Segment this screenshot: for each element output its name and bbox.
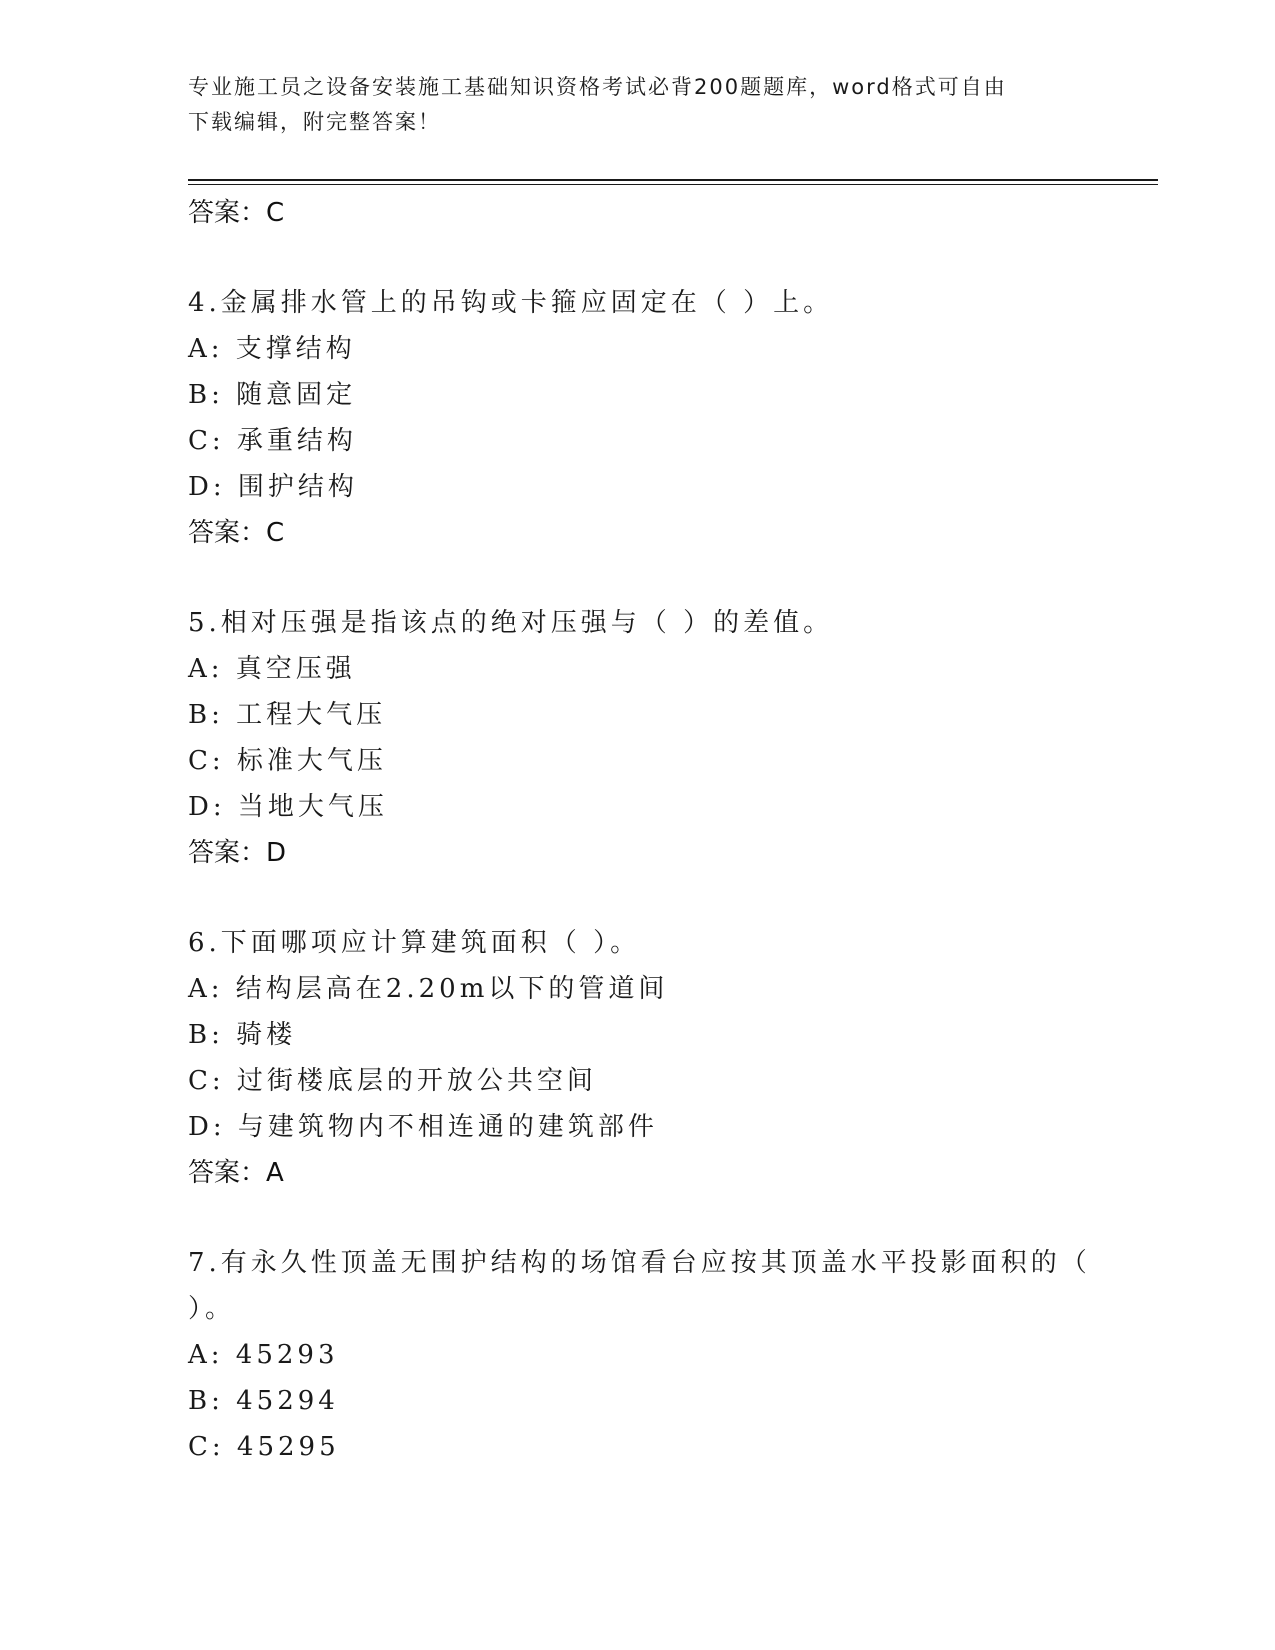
option-d: D: 与建筑物内不相连通的建筑部件 xyxy=(188,1112,658,1142)
option-d: D: 当地大气压 xyxy=(188,792,388,822)
question-block xyxy=(188,920,1088,1196)
option-c: C: 标准大气压 xyxy=(188,746,387,776)
option-c: C: 承重结构 xyxy=(188,426,357,456)
header-line-2: 下载编辑，附完整答案！ xyxy=(188,110,441,134)
question-block xyxy=(188,1240,1091,1470)
question-stem-line-2: ）。 xyxy=(188,1294,236,1324)
question-block xyxy=(188,280,1088,556)
question-block xyxy=(188,600,1088,876)
answer-line: 答案：D xyxy=(188,838,287,868)
option-c: C: 过街楼底层的开放公共空间 xyxy=(188,1066,597,1096)
option-a: A: 结构层高在2.20m以下的管道间 xyxy=(188,974,669,1004)
question-stem-line-1: 7.有永久性顶盖无围护结构的场馆看台应按其顶盖水平投影面积的（ xyxy=(188,1248,1091,1278)
option-c: C: 45295 xyxy=(188,1432,340,1462)
option-b: B: 45294 xyxy=(188,1386,339,1416)
header-rule-thick xyxy=(188,179,1158,181)
header-rule-thin xyxy=(188,184,1158,185)
option-a: A: 真空压强 xyxy=(188,654,356,684)
answer-line: 答案：C xyxy=(188,198,285,228)
question-list xyxy=(188,190,1091,1470)
option-a: A: 45293 xyxy=(188,1340,339,1370)
question-stem: 4.金属排水管上的吊钩或卡箍应固定在（ ）上。 xyxy=(188,288,834,318)
option-b: B: 随意固定 xyxy=(188,380,357,410)
option-b: B: 工程大气压 xyxy=(188,700,387,730)
option-d: D: 围护结构 xyxy=(188,472,358,502)
option-a: A: 支撑结构 xyxy=(188,334,356,364)
question-stem: 5.相对压强是指该点的绝对压强与（ ）的差值。 xyxy=(188,608,834,638)
option-b: B: 骑楼 xyxy=(188,1020,297,1050)
header-line-1: 专业施工员之设备安装施工基础知识资格考试必背200题题库，word格式可自由 xyxy=(188,75,1007,99)
question-stem: 6.下面哪项应计算建筑面积（ ）。 xyxy=(188,928,641,958)
page-header xyxy=(188,70,1088,140)
answer-line: 答案：A xyxy=(188,1158,284,1188)
answer-line: 答案：C xyxy=(188,518,285,548)
